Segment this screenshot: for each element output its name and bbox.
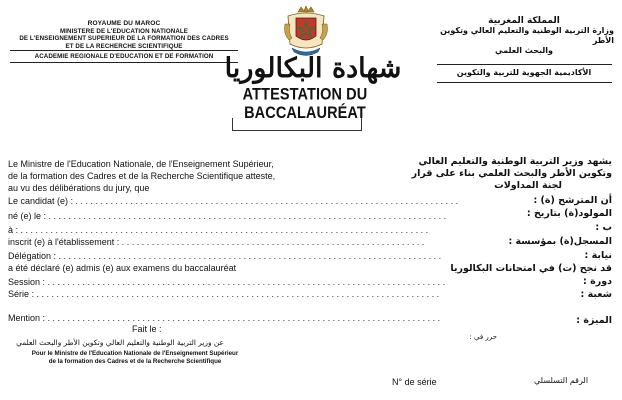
delegation-label: Délégation : bbox=[8, 251, 57, 261]
fait-le-label: Fait le : bbox=[132, 324, 162, 334]
ministry-fr-line3: ET DE LA RECHERCHE SCIENTIFIQUE bbox=[65, 42, 183, 50]
coat-of-arms-emblem bbox=[282, 4, 330, 60]
header-right bbox=[434, 16, 614, 56]
a-ar: ب : bbox=[595, 222, 612, 233]
field-serie-fr: Série : . . . . . . . . . . . . . . . . . . . . . . . . . . . . . . . . . . . . . . . . . . . . . . . . . . . . . . . . . . . . . . . . . . . . . . . . . . . . . . . . . bbox=[8, 289, 440, 299]
serie-label: Série : bbox=[8, 289, 35, 299]
inscrit-ar: المسجل(ة) بمؤسسة : bbox=[508, 236, 612, 247]
a-label: à : bbox=[8, 225, 19, 235]
kingdom-ar: المملكة المغربية bbox=[488, 16, 560, 26]
intro-fr-line2: de la formation des Cadres et de la Recherche Scientifique atteste, bbox=[8, 171, 276, 181]
mention-ar: الميزة : bbox=[576, 315, 612, 326]
candidat-label: Le candidat (e) : bbox=[8, 196, 74, 206]
session-ar: دورة : bbox=[583, 276, 612, 287]
serial-number-ar: الرقم التسلسلي bbox=[534, 376, 589, 385]
ne-le-ar: المولود(ة) بتاريخ : bbox=[526, 208, 612, 219]
field-a-fr: à : . . . . . . . . . . . . . . . . . . . . . . . . . . . . . . . . . . . . . . . . . . . . . . . . . . . . . . . . . . . . . . . . . . . . . . . . . . . . . . . . . . bbox=[8, 225, 429, 235]
intro-fr-line1: Le Ministre de l'Education Nationale, de l'Enseignement Supérieur, bbox=[8, 159, 274, 169]
header-right-rule-top bbox=[437, 64, 612, 65]
ministry-ar-line2: والبحث العلمي bbox=[495, 46, 553, 55]
signature-fr bbox=[0, 350, 270, 365]
delegation-ar: نيابة : bbox=[584, 250, 612, 261]
inscrit-label: inscrit (e) à l'établissement : bbox=[8, 237, 120, 247]
field-session-fr: Session : . . . . . . . . . . . . . . . . . . . . . . . . . . . . . . . . . . . . . . . . . . . . . . . . . . . . . . . . . . . . . . . . . . . . . . . . . . . . . . . . bbox=[8, 277, 446, 287]
made-in-ar: حرر في : bbox=[469, 333, 497, 341]
field-delegation-fr: Délégation : . . . . . . . . . . . . . . . . . . . . . . . . . . . . . . . . . . . . . . . . . . . . . . . . . . . . . . . . . . . . . . . . . . . . . . . . . . . . . bbox=[8, 251, 442, 261]
title-bracket bbox=[232, 118, 362, 131]
signature-ar: عن وزير التربية الوطنية والتعليم العالي وتكوين الأطر والبحث العلمي bbox=[16, 338, 224, 347]
admis-fr: a été déclaré (e) admis (e) aux examens du baccalauréat bbox=[8, 263, 237, 273]
field-mention-fr: Mention : . . . . . . . . . . . . . . . . . . . . . . . . . . . . . . . . . . . . . . . . . . . . . . . . . . . . . . . . . . . . . . . . . . . . . . . . . . . . . . . bbox=[8, 313, 441, 323]
intro-ar-line3: لجنة المداولات bbox=[494, 180, 562, 191]
session-label: Session : bbox=[8, 277, 46, 287]
mention-label: Mention : bbox=[8, 313, 46, 323]
academy-fr: ACADEMIE REGIONALE D'EDUCATION ET DE FORMATION bbox=[34, 53, 214, 60]
ne-le-label: né (e) le : bbox=[8, 211, 47, 221]
signature-fr-line1: Pour le Ministre de l'Education Nationale de l'Enseignement Supérieur bbox=[31, 350, 239, 357]
signature-fr-line2: de la formation des Cadres et de la Recherche Scientifique bbox=[48, 357, 222, 365]
intro-fr-line3: au vu des délibérations du jury, que bbox=[8, 183, 150, 193]
header-left bbox=[0, 20, 248, 50]
field-fait-le-fr bbox=[132, 324, 162, 334]
ministry-fr-line1: MINISTERE DE L'EDUCATION NATIONALE bbox=[59, 27, 189, 35]
serie-ar: شعبة : bbox=[580, 289, 612, 300]
academy-ar: الأكاديمية الجهوية للتربية والتكوين bbox=[456, 68, 592, 77]
field-ne-le-fr: né (e) le : . . . . . . . . . . . . . . . . . . . . . . . . . . . . . . . . . . . . . . . . . . . . . . . . . . . . . . . . . . . . . . . . . . . . . . . . . . . . . . . . bbox=[8, 211, 447, 221]
title-french: ATTESTATION DU BACCALAURÉAT bbox=[242, 85, 368, 123]
header-left-rule-top bbox=[10, 50, 238, 51]
title-arabic: شهادة البكالوريا bbox=[224, 53, 402, 84]
ministry-ar-line1: وزارة التربية الوطنية والتعليم العالي وتكوين الأطر bbox=[440, 26, 614, 45]
ministry-fr-line2: DE L'ENSEIGNEMENT SUPERIEUR DE LA FORMATION DES CADRES bbox=[19, 35, 229, 43]
serial-number-fr: N° de série bbox=[392, 377, 437, 387]
intro-ar-line2: وتكوين الأطر والبحث العلمي بناء على قرار bbox=[411, 168, 612, 179]
candidat-ar: أن المترشح (ة) : bbox=[533, 195, 612, 206]
admis-ar: قد نجح (ت) في امتحانات البكالوريا bbox=[450, 263, 612, 274]
intro-ar-line1: يشهد وزير التربية الوطنية والتعليم العالي bbox=[418, 156, 612, 167]
header-right-rule-bottom bbox=[437, 82, 612, 83]
kingdom-fr: ROYAUME DU MAROC bbox=[87, 20, 161, 27]
field-inscrit-fr: inscrit (e) à l'établissement : . . . . . . . . . . . . . . . . . . . . . . . . . . . . . . . . . . . . . . . . . . . . . . . . . . . . . . . . . . . . . bbox=[8, 237, 425, 247]
field-candidat-fr: Le candidat (e) : . . . . . . . . . . . . . . . . . . . . . . . . . . . . . . . . . . . . . . . . . . . . . . . . . . . . . . . . . . . . . . . . . . . . . . . . . . . . . bbox=[8, 196, 459, 206]
